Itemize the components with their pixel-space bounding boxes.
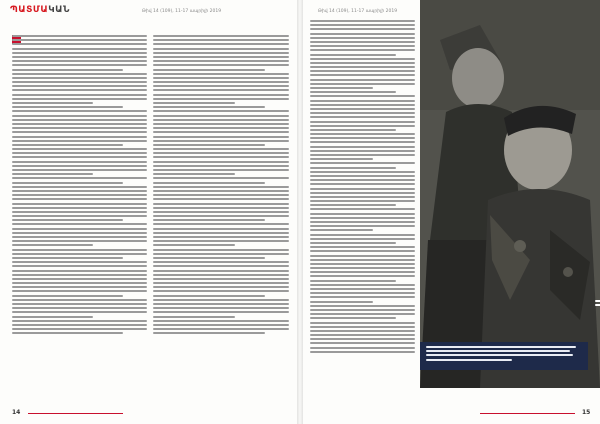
text-line bbox=[153, 106, 265, 108]
footer-rule bbox=[28, 413, 123, 414]
text-line bbox=[310, 58, 415, 60]
text-line bbox=[12, 48, 147, 50]
text-line bbox=[12, 177, 147, 179]
text-line bbox=[153, 324, 289, 326]
text-line bbox=[153, 249, 289, 251]
masthead-logo bbox=[10, 5, 70, 15]
text-line bbox=[153, 328, 289, 330]
text-line bbox=[12, 106, 123, 108]
text-line bbox=[153, 223, 289, 225]
text-line bbox=[153, 299, 289, 301]
text-line bbox=[153, 194, 289, 196]
text-line bbox=[310, 121, 415, 123]
text-line bbox=[12, 303, 147, 305]
text-line bbox=[310, 83, 415, 85]
text-line bbox=[153, 127, 289, 129]
text-line bbox=[12, 94, 147, 96]
left-column-2 bbox=[153, 35, 289, 337]
text-line bbox=[12, 223, 147, 225]
text-line bbox=[310, 66, 415, 68]
text-line bbox=[12, 290, 147, 292]
text-line bbox=[153, 186, 289, 188]
text-line bbox=[310, 301, 373, 303]
text-line bbox=[310, 221, 415, 223]
text-line bbox=[153, 48, 289, 50]
text-line bbox=[310, 313, 415, 315]
text-line bbox=[153, 136, 289, 138]
text-line bbox=[12, 265, 147, 267]
text-line bbox=[153, 182, 265, 184]
text-line bbox=[310, 347, 415, 349]
text-line bbox=[310, 242, 396, 244]
text-line bbox=[12, 173, 93, 175]
text-line bbox=[12, 307, 147, 309]
left-column-1 bbox=[12, 35, 147, 337]
text-line bbox=[310, 100, 415, 102]
text-line bbox=[310, 95, 415, 97]
article-photo bbox=[420, 0, 600, 388]
text-line bbox=[12, 295, 123, 297]
text-line bbox=[153, 236, 289, 238]
text-line bbox=[310, 255, 415, 257]
text-line bbox=[12, 43, 147, 45]
text-line bbox=[153, 152, 289, 154]
text-line bbox=[153, 140, 289, 142]
text-line bbox=[310, 217, 415, 219]
text-line bbox=[153, 110, 289, 112]
text-line bbox=[153, 102, 235, 104]
right-page bbox=[300, 0, 600, 424]
photo-caption bbox=[420, 342, 588, 370]
text-line bbox=[310, 20, 415, 22]
text-line bbox=[310, 141, 415, 143]
text-line bbox=[310, 271, 415, 273]
text-line bbox=[153, 94, 289, 96]
text-line bbox=[310, 33, 415, 35]
text-line bbox=[153, 35, 289, 37]
text-line bbox=[153, 169, 289, 171]
text-line bbox=[310, 154, 415, 156]
text-line bbox=[12, 73, 147, 75]
text-line bbox=[12, 299, 147, 301]
text-line bbox=[12, 127, 147, 129]
text-line bbox=[153, 43, 289, 45]
text-line bbox=[153, 215, 289, 217]
text-line bbox=[12, 152, 147, 154]
text-line bbox=[310, 175, 415, 177]
text-line bbox=[310, 62, 415, 64]
text-line bbox=[153, 278, 289, 280]
text-line bbox=[12, 69, 123, 71]
text-line bbox=[12, 131, 147, 133]
text-line bbox=[310, 342, 415, 344]
text-line bbox=[153, 77, 289, 79]
text-line bbox=[153, 190, 289, 192]
text-line bbox=[310, 146, 415, 148]
text-line bbox=[153, 56, 289, 58]
page-number: 15 bbox=[582, 409, 591, 416]
photo-credit bbox=[595, 300, 600, 308]
text-line bbox=[310, 150, 415, 152]
text-line bbox=[153, 198, 289, 200]
text-line bbox=[153, 303, 289, 305]
text-line bbox=[153, 307, 289, 309]
text-line bbox=[12, 52, 147, 54]
text-line bbox=[153, 203, 289, 205]
text-line bbox=[12, 215, 147, 217]
text-line bbox=[153, 98, 289, 100]
text-line bbox=[12, 316, 93, 318]
text-line bbox=[310, 275, 415, 277]
text-line bbox=[12, 144, 123, 146]
text-line bbox=[12, 136, 147, 138]
text-line bbox=[12, 249, 147, 251]
issue-info: Թիվ 14 (109), 11-17 ապրիլի 2019 bbox=[142, 9, 222, 14]
text-line bbox=[310, 334, 415, 336]
text-line bbox=[153, 69, 265, 71]
text-line bbox=[310, 225, 415, 227]
text-line bbox=[12, 98, 147, 100]
text-line bbox=[310, 188, 415, 190]
text-line bbox=[153, 144, 265, 146]
text-line bbox=[153, 257, 265, 259]
text-line bbox=[153, 165, 289, 167]
text-line bbox=[12, 328, 147, 330]
text-line bbox=[153, 228, 289, 230]
text-line bbox=[153, 131, 289, 133]
text-line bbox=[12, 115, 147, 117]
text-line bbox=[310, 351, 415, 353]
text-line bbox=[12, 320, 147, 322]
text-line bbox=[12, 257, 123, 259]
text-line bbox=[310, 171, 415, 173]
right-column-1 bbox=[310, 20, 415, 355]
text-line bbox=[12, 81, 147, 83]
text-line bbox=[153, 115, 289, 117]
text-line bbox=[310, 45, 415, 47]
text-line bbox=[12, 123, 147, 125]
masthead-red: ՊԱՏՄԱ bbox=[10, 5, 49, 15]
text-line bbox=[12, 85, 147, 87]
text-line bbox=[153, 286, 289, 288]
text-line bbox=[153, 320, 289, 322]
text-line bbox=[310, 129, 396, 131]
text-line bbox=[310, 229, 373, 231]
text-line bbox=[153, 207, 289, 209]
text-line bbox=[310, 79, 415, 81]
text-line bbox=[12, 169, 147, 171]
text-line bbox=[310, 125, 415, 127]
text-line bbox=[153, 211, 289, 213]
text-line bbox=[153, 265, 289, 267]
text-line bbox=[310, 37, 415, 39]
text-line bbox=[12, 311, 147, 313]
text-line bbox=[12, 35, 147, 37]
text-line bbox=[310, 162, 415, 164]
text-line bbox=[310, 54, 396, 56]
text-line bbox=[310, 183, 415, 185]
masthead-gray: ԿԱՆ bbox=[48, 5, 70, 15]
footer-rule bbox=[480, 413, 575, 414]
text-line bbox=[12, 286, 147, 288]
text-line bbox=[12, 207, 147, 209]
text-line bbox=[12, 165, 147, 167]
text-line bbox=[310, 116, 415, 118]
text-line bbox=[153, 60, 289, 62]
text-line bbox=[12, 56, 147, 58]
text-line bbox=[310, 200, 415, 202]
text-line bbox=[12, 203, 147, 205]
text-line bbox=[153, 282, 289, 284]
text-line bbox=[12, 232, 147, 234]
text-line bbox=[310, 296, 415, 298]
text-line bbox=[12, 89, 147, 91]
text-line bbox=[12, 236, 147, 238]
text-line bbox=[153, 274, 289, 276]
text-line bbox=[310, 108, 415, 110]
text-line bbox=[153, 253, 289, 255]
text-line bbox=[310, 250, 415, 252]
text-line bbox=[310, 70, 415, 72]
text-line bbox=[12, 261, 147, 263]
text-line bbox=[12, 64, 147, 66]
text-line bbox=[310, 246, 415, 248]
text-line bbox=[12, 102, 93, 104]
text-line bbox=[310, 49, 415, 51]
issue-info: Թիվ 14 (109), 11-17 ապրիլի 2019 bbox=[318, 9, 398, 14]
text-line bbox=[12, 156, 147, 158]
text-line bbox=[153, 232, 289, 234]
text-line bbox=[310, 309, 415, 311]
text-line bbox=[153, 123, 289, 125]
text-line bbox=[310, 158, 373, 160]
text-line bbox=[310, 234, 415, 236]
text-line bbox=[310, 322, 415, 324]
text-line bbox=[153, 119, 289, 121]
text-line bbox=[310, 133, 415, 135]
text-line bbox=[310, 41, 415, 43]
text-line bbox=[310, 104, 415, 106]
text-line bbox=[310, 292, 415, 294]
text-line bbox=[12, 77, 147, 79]
text-line bbox=[12, 274, 147, 276]
text-line bbox=[12, 194, 147, 196]
right-footer bbox=[300, 408, 600, 420]
text-line bbox=[153, 73, 289, 75]
text-line bbox=[153, 156, 289, 158]
text-line bbox=[153, 240, 289, 242]
text-line bbox=[12, 282, 147, 284]
text-line bbox=[310, 91, 396, 93]
text-line bbox=[12, 186, 147, 188]
text-line bbox=[153, 219, 265, 221]
text-line bbox=[153, 177, 289, 179]
text-line bbox=[310, 338, 415, 340]
text-line bbox=[12, 182, 123, 184]
text-line bbox=[310, 24, 415, 26]
text-line bbox=[12, 240, 147, 242]
text-line bbox=[310, 284, 415, 286]
text-line bbox=[310, 192, 415, 194]
text-line bbox=[153, 316, 235, 318]
left-footer bbox=[0, 408, 300, 420]
text-line bbox=[153, 64, 289, 66]
text-line bbox=[153, 173, 235, 175]
text-line bbox=[310, 112, 415, 114]
text-line bbox=[12, 324, 147, 326]
text-line bbox=[310, 87, 373, 89]
text-line bbox=[310, 196, 415, 198]
text-line bbox=[12, 161, 147, 163]
text-line bbox=[153, 244, 235, 246]
text-line bbox=[310, 213, 415, 215]
text-line bbox=[153, 332, 265, 334]
text-line bbox=[12, 119, 147, 121]
text-line bbox=[310, 280, 396, 282]
text-line bbox=[310, 208, 415, 210]
text-line bbox=[310, 28, 415, 30]
text-line bbox=[12, 39, 147, 41]
text-line bbox=[12, 270, 147, 272]
text-line bbox=[12, 244, 93, 246]
text-line bbox=[153, 261, 289, 263]
text-line bbox=[310, 179, 415, 181]
text-line bbox=[153, 81, 289, 83]
text-line bbox=[310, 259, 415, 261]
text-line bbox=[310, 326, 415, 328]
text-line bbox=[12, 219, 123, 221]
text-line bbox=[12, 332, 123, 334]
text-line bbox=[12, 228, 147, 230]
text-line bbox=[12, 198, 147, 200]
text-line bbox=[310, 263, 415, 265]
text-line bbox=[310, 204, 396, 206]
text-line bbox=[12, 278, 147, 280]
text-line bbox=[153, 270, 289, 272]
text-line bbox=[153, 52, 289, 54]
text-line bbox=[12, 253, 147, 255]
text-line bbox=[153, 161, 289, 163]
text-line bbox=[310, 330, 415, 332]
text-line bbox=[153, 148, 289, 150]
text-line bbox=[310, 267, 415, 269]
page-number: 14 bbox=[12, 409, 21, 416]
text-line bbox=[310, 74, 415, 76]
text-line bbox=[310, 305, 415, 307]
text-line bbox=[12, 148, 147, 150]
text-line bbox=[12, 140, 147, 142]
text-line bbox=[12, 211, 147, 213]
text-line bbox=[310, 317, 396, 319]
text-line bbox=[12, 110, 147, 112]
text-line bbox=[12, 60, 147, 62]
text-line bbox=[310, 137, 415, 139]
text-line bbox=[153, 89, 289, 91]
text-line bbox=[310, 238, 415, 240]
text-line bbox=[153, 39, 289, 41]
text-line bbox=[12, 190, 147, 192]
text-line bbox=[310, 288, 415, 290]
text-line bbox=[153, 85, 289, 87]
text-line bbox=[153, 295, 265, 297]
text-line bbox=[153, 311, 289, 313]
text-line bbox=[153, 290, 289, 292]
text-line bbox=[310, 167, 396, 169]
